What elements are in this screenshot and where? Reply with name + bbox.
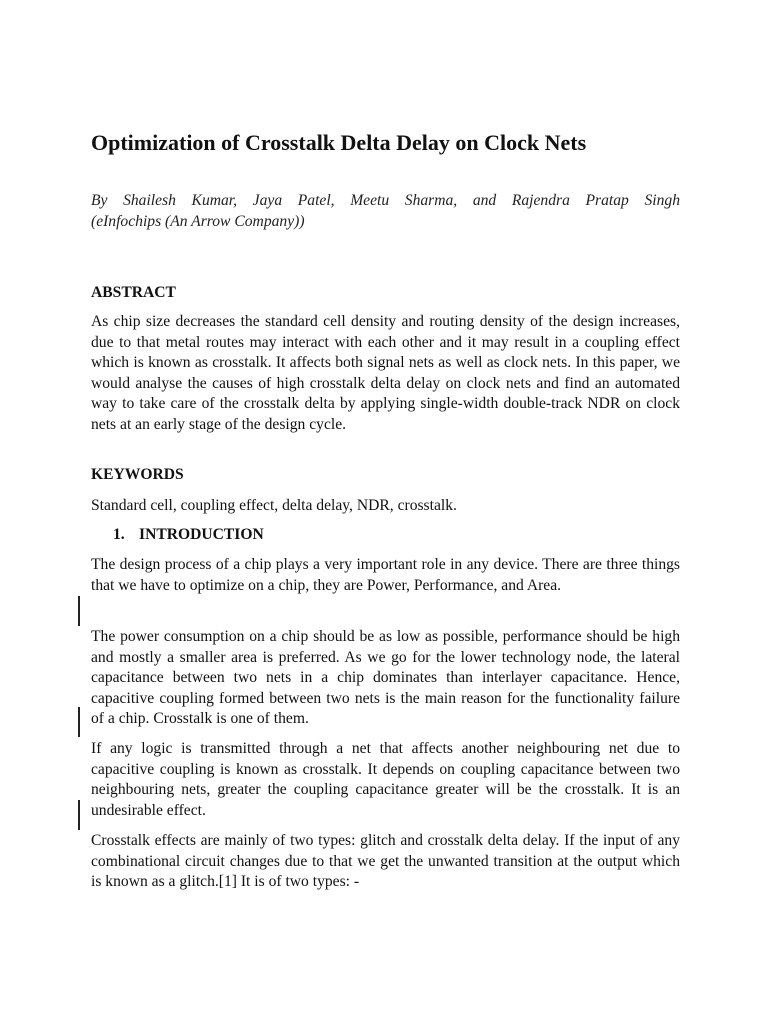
intro-paragraph-2: The power consumption on a chip should be as low as possible, performance should be high and mostly a smaller area is preferred. As we go for the lower technology node, the lateral capacitance between two nets in a chip dominates than interlayer capacitance. Hence, capacitive coupling formed between two nets is the main reason for the functionality failure of a chip. Crosstalk is one of them. — [91, 628, 680, 727]
abstract-text: As chip size decreases the standard cell density and routing density of the design increases, due to that metal routes may interact with each other and it may result in a coupling effect which is known as crosstalk. It affects both signal nets as well as clock nets. In this paper, we would analyse the causes of high crosstalk delta delay on clock nets and find an automated way to take care of the crosstalk delta by applying single-width double-track NDR on clock nets at an early stage of the design cycle. — [91, 313, 680, 433]
author-names: By Shailesh Kumar, Jaya Patel, Meetu Sharma, and Rajendra Pratap Singh — [91, 192, 680, 209]
change-bar — [78, 596, 80, 626]
introduction-heading — [113, 525, 264, 545]
paper-title: Optimization of Crosstalk Delta Delay on Clock Nets — [91, 130, 587, 155]
abstract-heading: ABSTRACT — [91, 284, 176, 301]
intro-paragraph-4: Crosstalk effects are mainly of two types: glitch and crosstalk delta delay. If the input of any combinational circuit changes due to that we get the unwanted transition at the output which is known as a glitch.[1] It is of two types: - — [91, 832, 680, 890]
keywords-heading: KEYWORDS — [91, 466, 184, 483]
section-number: 1. — [113, 526, 125, 543]
keywords-text: Standard cell, coupling effect, delta delay, NDR, crosstalk. — [91, 497, 457, 514]
author-block — [91, 190, 680, 232]
change-bar — [78, 800, 80, 830]
intro-paragraph-1: The design process of a chip plays a very important role in any device. There are three things that we have to optimize on a chip, they are Power, Performance, and Area. — [91, 556, 680, 594]
author-affiliation: (eInfochips (An Arrow Company)) — [91, 213, 305, 230]
section-title: INTRODUCTION — [139, 526, 264, 543]
intro-paragraph-3: If any logic is transmitted through a net that affects another neighbouring net due to capacitive coupling is known as crosstalk. It depends on coupling capacitance between two neighbouring nets, greater the coupling capacitance greater will be the crosstalk. It is an undesirable effect. — [91, 740, 680, 819]
change-bar — [78, 707, 80, 737]
